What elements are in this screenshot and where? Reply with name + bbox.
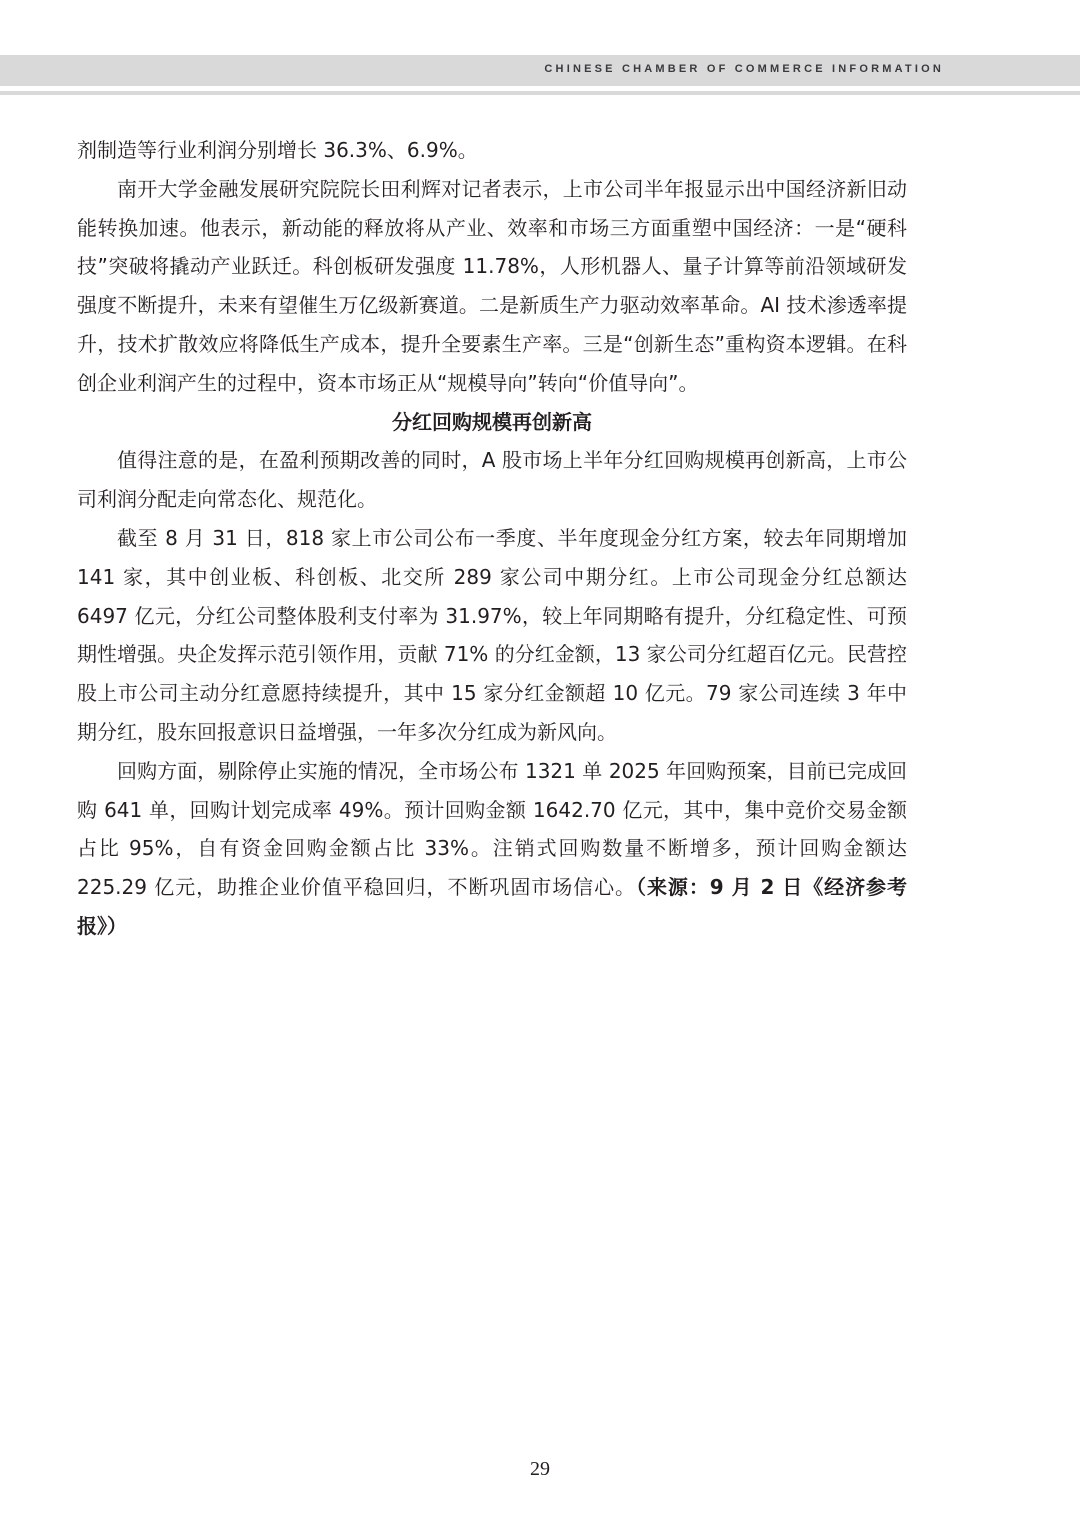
section-subheading: 分红回购规模再创新高 — [392, 409, 592, 434]
paragraph-buyback — [77, 752, 907, 946]
paragraph-continued: 剂制造等行业利润分别增长 36.3%、6.9%。 — [77, 138, 478, 162]
source-citation: （来源：9 月 2 日《经济参考报》） — [77, 875, 907, 938]
buyback-text: 回购方面，剔除停止实施的情况，全市场公布 1321 单 2025 年回购预案，目前已完成回购 641 单，回购计划完成率 49%。预计回购金额 1642.70 亿元，其中，集中竞价交易金额占比 95%，自有资金回购金额占比 33%。注销式回购数量不断增多，预计回购金额达 225.29 亿元，助推企业价值平稳回归，不断巩固市场信心。 — [77, 758, 907, 900]
paragraph-dividend-intro: 值得注意的是，在盈利预期改善的同时，A 股市场上半年分红回购规模再创新高，上市公司利润分配走向常态化、规范化。 — [77, 448, 907, 512]
running-header-band — [0, 55, 1080, 86]
article-body — [77, 131, 907, 946]
running-header-title: CHINESE CHAMBER OF COMMERCE INFORMATION — [544, 63, 944, 75]
paragraph-dividend-data: 截至 8 月 31 日，818 家上市公司公布一季度、半年度现金分红方案，较去年同期增加 141 家，其中创业板、科创板、北交所 289 家公司中期分红。上市公司现金分红总额达 6497 亿元，分红公司整体股利支付率为 31.97%，较上年同期略有提升，分红稳定性、可预期性增强。央企发挥示范引领作用，贡献 71% 的分红金额，13 家公司分红超百亿元。民营控股上市公司主动分红意愿持续提升，其中 15 家分红金额超 10 亿元。79 家公司连续 3 年中期分红，股东回报意识日益增强，一年多次分红成为新风向。 — [77, 525, 907, 744]
page-number: 29 — [530, 1458, 550, 1480]
paragraph-expert-comment: 南开大学金融发展研究院院长田利辉对记者表示，上市公司半年报显示出中国经济新旧动能转换加速。他表示，新动能的释放将从产业、效率和市场三方面重塑中国经济：一是“硬科技”突破将撬动产业跃迁。科创板研发强度 11.78%，人形机器人、量子计算等前沿领域研发强度不断提升，未来有望催生万亿级新赛道。二是新质生产力驱动效率革命。AI 技术渗透率提升，技术扩散效应将降低生产成本，提升全要素生产率。三是“创新生态”重构资本逻辑。在科创企业利润产生的过程中，资本市场正从“规模导向”转向“价值导向”。 — [77, 176, 907, 395]
header-divider — [0, 91, 1080, 95]
